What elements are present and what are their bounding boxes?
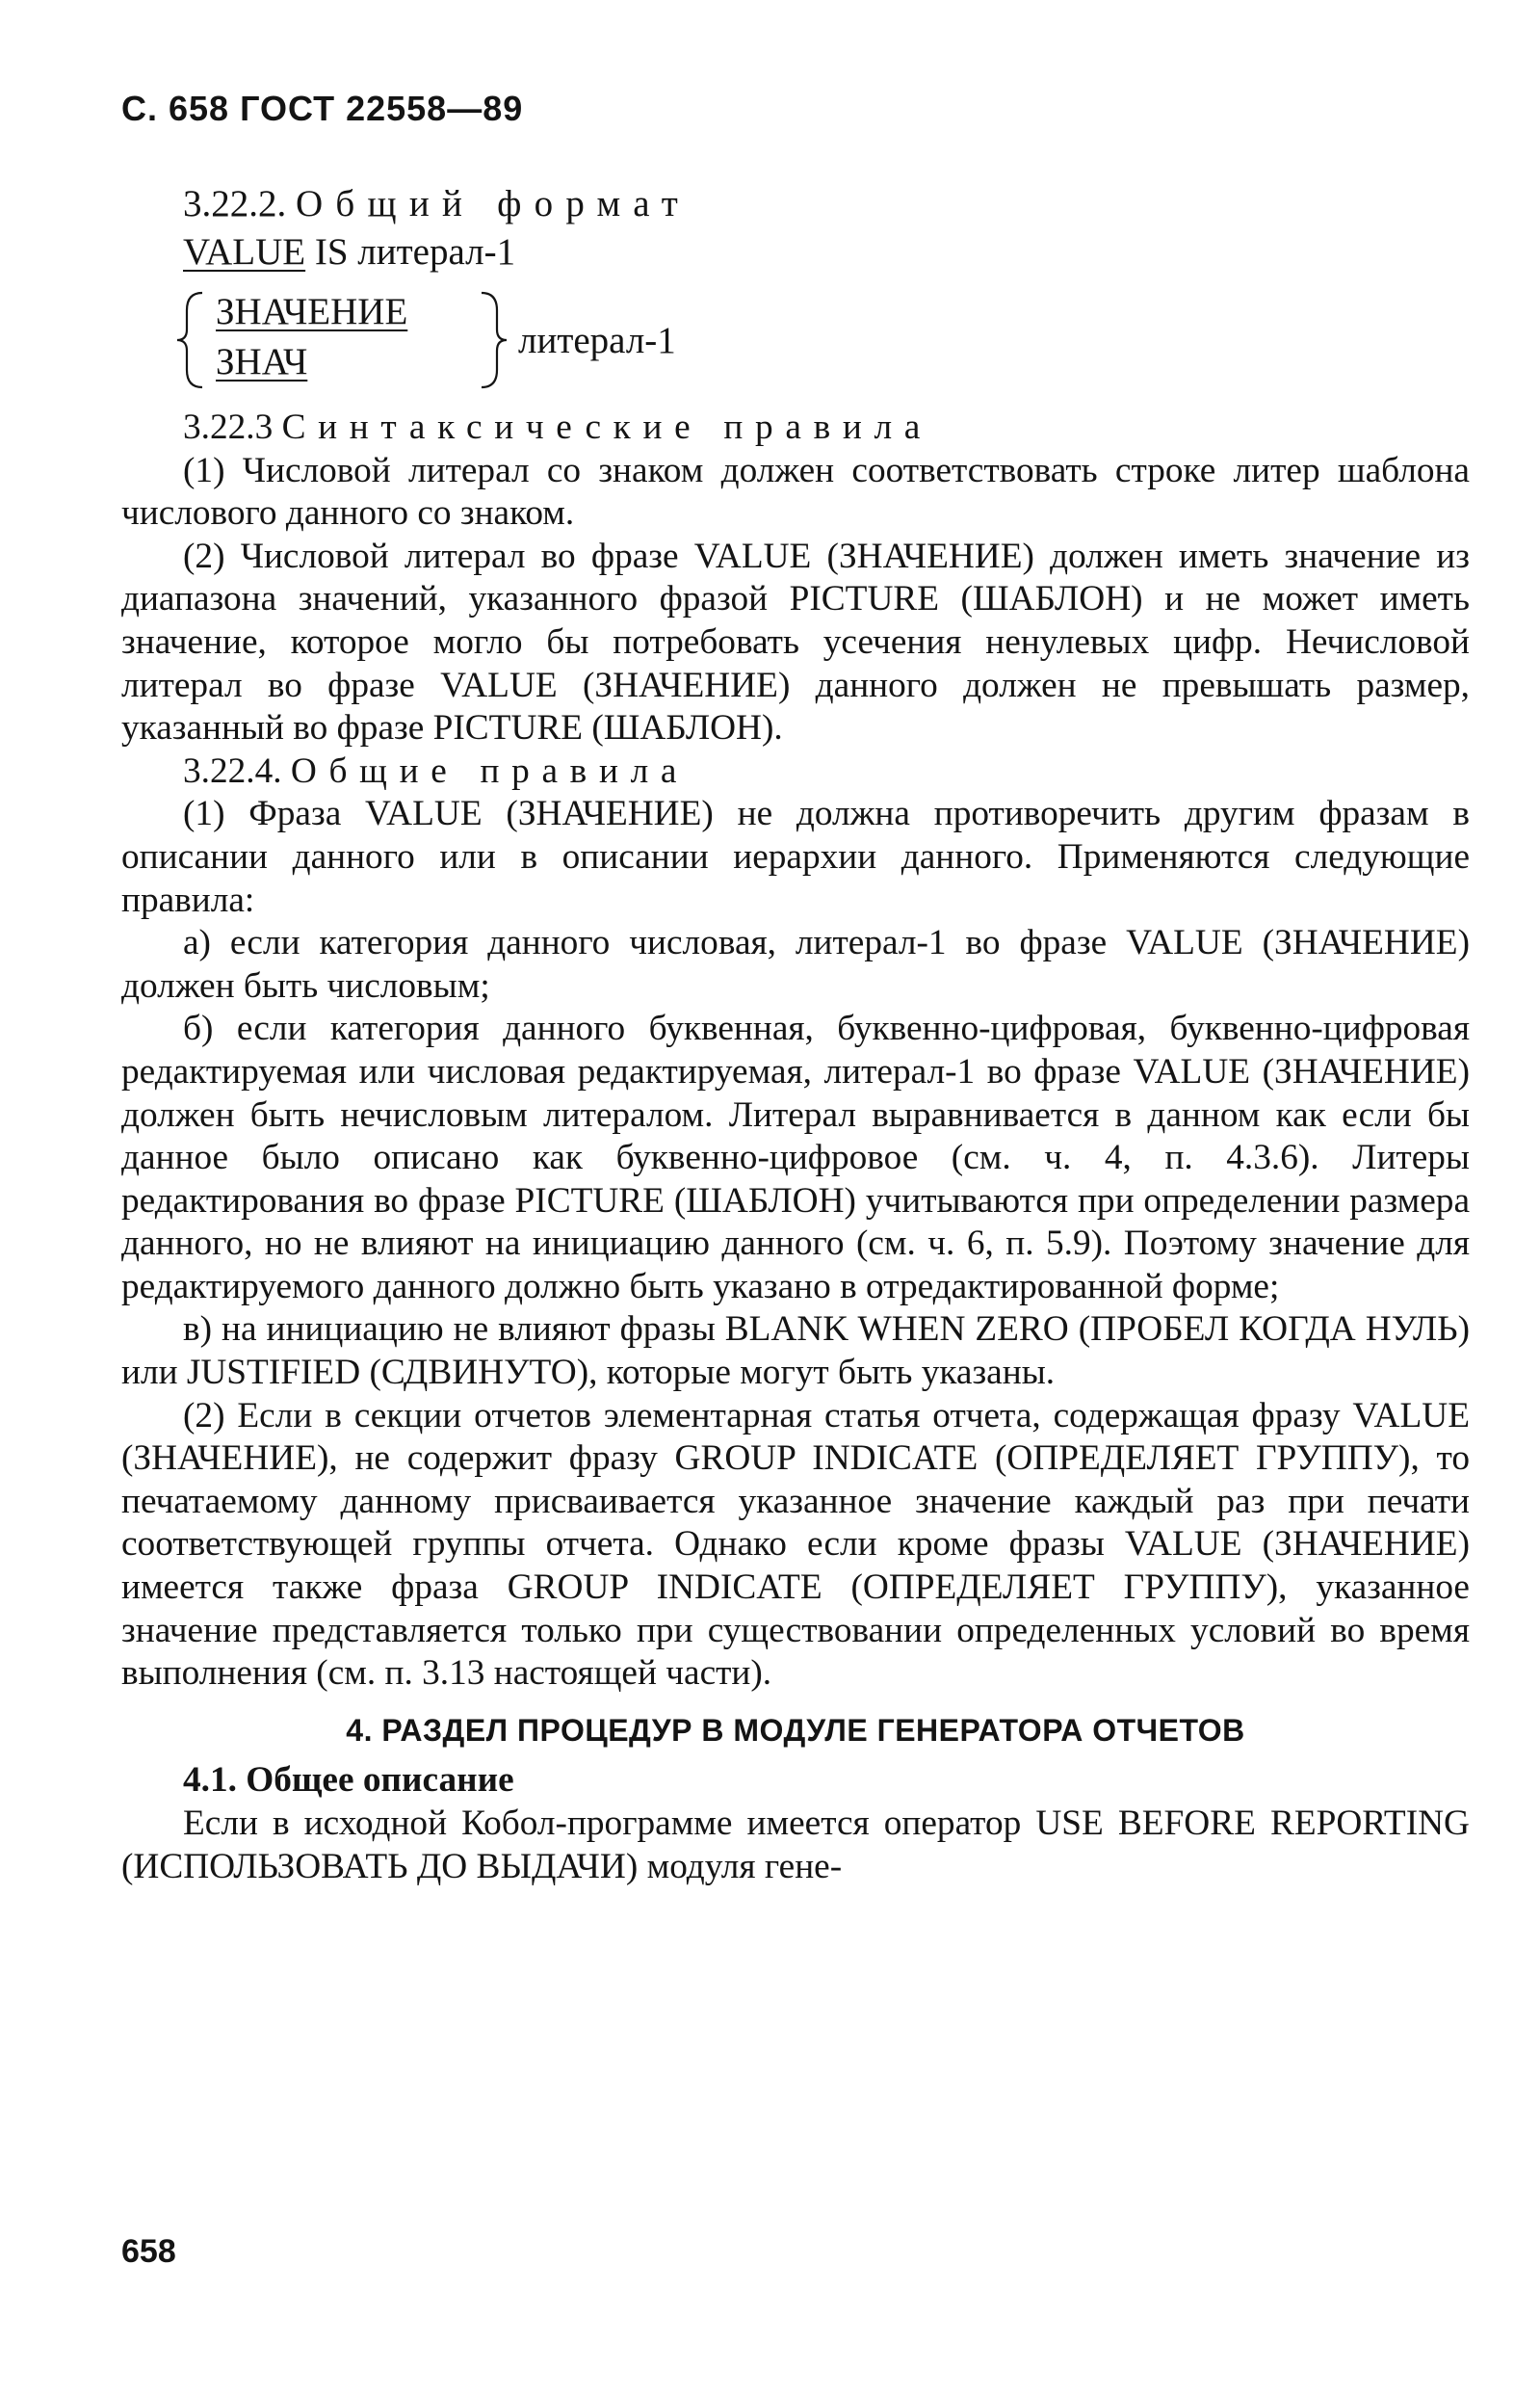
- choice-option-1: ЗНАЧЕНИЕ: [216, 291, 408, 332]
- general-rule-2: (2) Если в секции отчетов элементарная статья отчета, содержащая фразу VALUE (ЗНАЧЕНИЕ), не содержит фразу GROUP INDICATE (ОПРЕДЕЛЯЕТ ГРУППУ), то печатаемому данному присваивается указанное значение каждый раз при печати соответствующей группы отчета. Однако если кроме фразы VALUE (ЗНАЧЕНИЕ) имеется также фраза GROUP INDICATE (ОПРЕДЕЛЯЕТ ГРУППУ), указанное значение представляется только при существовании определенных условий во время выполнения (см. п. 3.13 настоящей части).: [121, 1395, 1470, 1694]
- syntax-heading: [121, 407, 1470, 450]
- syntax-rule-1: (1) Числовой литерал со знаком должен соответствовать строке литер шаблона числового данного со знаком.: [121, 450, 1470, 534]
- format-title: Общий формат: [296, 183, 692, 224]
- syntax-number: 3.22.3: [183, 408, 274, 447]
- page-number: 658: [121, 2233, 176, 2270]
- choice-literal: литерал-1: [518, 320, 676, 361]
- right-brace: [482, 293, 507, 387]
- section-4-heading: 4. РАЗДЕЛ ПРОЦЕДУР В МОДУЛЕ ГЕНЕРАТОРА ОТЧЕТОВ: [346, 1712, 1245, 1748]
- section-4-1-paragraph: Если в исходной Кобол-программе имеется оператор USE BEFORE REPORTING (ИСПОЛЬЗОВАТЬ ДО ВЫДАЧИ) модуля гене-: [121, 1804, 1470, 1886]
- running-head: С. 658 ГОСТ 22558—89: [121, 89, 524, 128]
- general-rules-heading: [121, 750, 1470, 794]
- general-rules-number: 3.22.4.: [183, 750, 282, 791]
- choice-option-2: ЗНАЧ: [216, 341, 308, 382]
- format-line-1-rest: IS литерал-1: [314, 231, 516, 273]
- syntax-title: Синтаксические правила: [281, 408, 933, 447]
- syntax-rule-2: (2) Числовой литерал во фразе VALUE (ЗНАЧЕНИЕ) должен иметь значение из диапазона значений, указанного фразой PICTURE (ШАБЛОН) и не может иметь значение, которое могло бы потребовать усечения ненулевых цифр. Нечисловой литерал во фразе VALUE (ЗНАЧЕНИЕ) данного должен не превышать размер, указанный во фразе PICTURE (ШАБЛОН).: [121, 536, 1470, 749]
- general-rule-1-item-b: б) если категория данного буквенная, буквенно-цифровая, буквенно-цифровая редактируемая или числовая редактируемая, литерал-1 во фразе VALUE (ЗНАЧЕНИЕ) должен быть нечисловым литералом. Литерал выравнивается в данном как если бы данное было описано как буквенно-цифровое (см. ч. 4, п. 4.3.6). Литеры редактирования во фразе PICTURE (ШАБЛОН) учитываются при определении размера данного, но не влияют на инициацию данного (см. ч. 6, п. 5.9). Поэтому значение для редактируемого данного должно быть указано в отредактированной форме;: [121, 1009, 1470, 1306]
- left-brace: [177, 293, 202, 387]
- general-rule-1: (1) Фраза VALUE (ЗНАЧЕНИЕ) не должна противоречить другим фразам в описании данного или в описании иерархии данного. Применяются следующие правила:: [121, 794, 1470, 920]
- body-text: [121, 407, 1470, 1888]
- format-number: 3.22.2.: [183, 183, 287, 224]
- format-choice-block: [173, 287, 713, 393]
- general-rule-1-item-c: в) на инициацию не влияют фразы BLANK WHEN ZERO (ПРОБЕЛ КОГДА НУЛЬ) или JUSTIFIED (СДВИНУТО), которые могут быть указаны.: [121, 1309, 1470, 1393]
- general-rule-1-item-a: а) если категория данного числовая, литерал-1 во фразе VALUE (ЗНАЧЕНИЕ) должен быть числовым;: [121, 923, 1470, 1006]
- general-rules-title: Общие правила: [290, 750, 690, 791]
- format-line-1: [183, 229, 515, 276]
- section-4-1-heading: 4.1. Общее описание: [183, 1760, 514, 1801]
- format-keyword-value: VALUE: [183, 231, 306, 273]
- format-heading: [183, 181, 691, 227]
